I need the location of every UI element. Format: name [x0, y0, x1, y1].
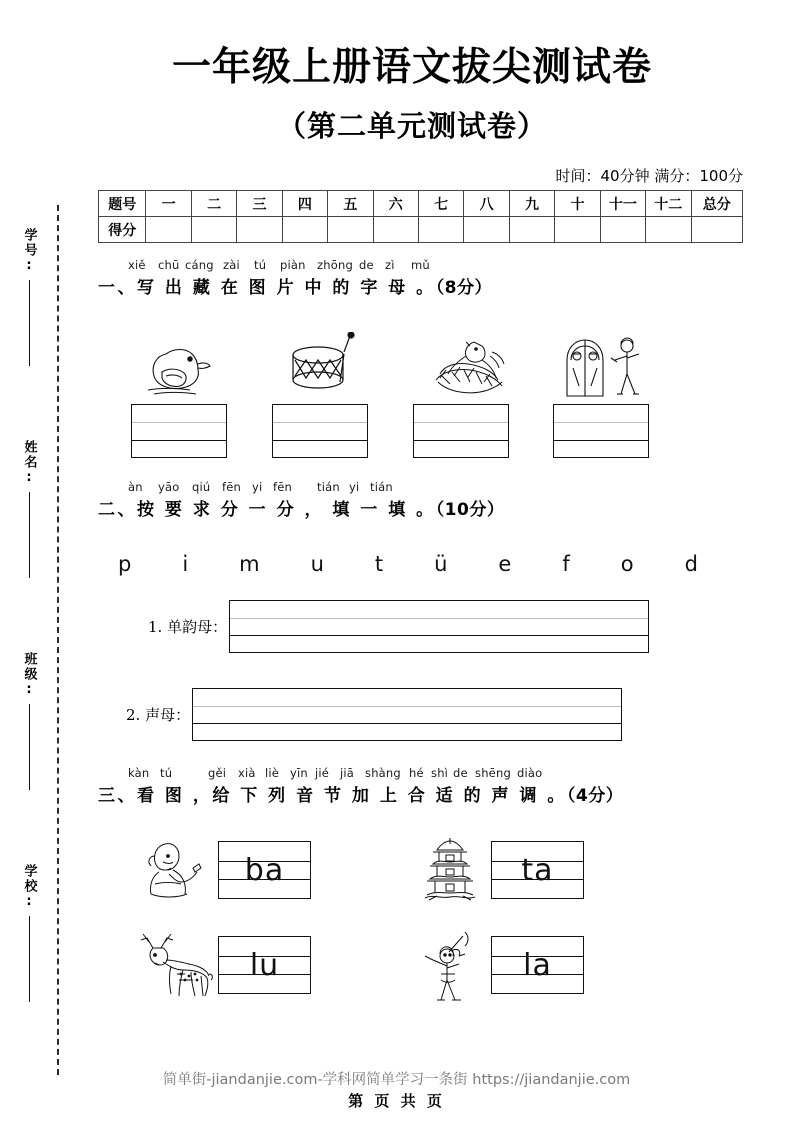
- question-1-points: （8分）: [435, 278, 493, 298]
- syllable-cell-la[interactable]: [491, 936, 584, 994]
- question-2-heading: [98, 480, 758, 520]
- pinyin-syllable: tú: [160, 766, 173, 780]
- score-input-1[interactable]: [146, 217, 191, 243]
- margin-write-line[interactable]: [29, 280, 30, 366]
- question-3-number: 三、: [98, 786, 137, 806]
- question-2-number: 二、: [98, 500, 137, 520]
- letter-option[interactable]: e: [498, 552, 512, 576]
- margin-field-student-id[interactable]: [14, 228, 44, 366]
- sort-answer-simple-vowels[interactable]: [229, 600, 649, 653]
- table-row-scores: [99, 217, 743, 243]
- pinyin-syllable: yāo: [158, 480, 180, 494]
- person-flag-picture: [418, 928, 484, 1002]
- pinyin-syllable: zài: [223, 258, 240, 272]
- fold-dashed-line: [57, 205, 59, 1075]
- question-1-answer-3[interactable]: [413, 404, 509, 458]
- score-col-5: 五: [328, 191, 373, 217]
- arch-doors-picture: [560, 334, 650, 400]
- score-input-2[interactable]: [191, 217, 236, 243]
- syllable-cell-ba[interactable]: [218, 841, 311, 899]
- pinyin-syllable: kàn: [128, 766, 150, 780]
- question-2-points: （10分）: [435, 500, 505, 520]
- score-col-10: 十: [555, 191, 600, 217]
- question-1-answer-2[interactable]: [272, 404, 368, 458]
- question-1-pinyin: [128, 258, 758, 272]
- margin-write-line[interactable]: [29, 492, 30, 578]
- sort-answer-initials[interactable]: [192, 688, 622, 741]
- letter-option[interactable]: m: [239, 552, 260, 576]
- pinyin-syllable: xiě: [128, 258, 146, 272]
- score-input-6[interactable]: [373, 217, 418, 243]
- letter-option[interactable]: i: [182, 552, 189, 576]
- question-1-heading: [98, 258, 758, 298]
- pinyin-syllable: yīn: [290, 766, 308, 780]
- score-col-12: 十二: [646, 191, 691, 217]
- letter-option[interactable]: d: [684, 552, 698, 576]
- pinyin-syllable: àn: [128, 480, 143, 494]
- score-col-2: 二: [191, 191, 236, 217]
- margin-write-line[interactable]: [29, 704, 30, 790]
- pinyin-syllable: tú: [254, 258, 267, 272]
- sort-label-initials: 2. 声母：: [126, 706, 191, 724]
- score-input-11[interactable]: [600, 217, 645, 243]
- letter-option[interactable]: ü: [434, 552, 448, 576]
- syllable-text-ta: ta: [521, 852, 554, 888]
- margin-write-line[interactable]: [29, 916, 30, 1002]
- pinyin-syllable: tián: [370, 480, 393, 494]
- question-1-title: [98, 273, 758, 298]
- score-input-5[interactable]: [328, 217, 373, 243]
- pinyin-syllable: jiā: [340, 766, 355, 780]
- syllable-cell-ta[interactable]: [491, 841, 584, 899]
- question-1-answer-4[interactable]: [553, 404, 649, 458]
- sort-label-simple-vowels: 1. 单韵母：: [148, 618, 228, 636]
- pinyin-syllable: gěi: [208, 766, 227, 780]
- pinyin-syllable: xià: [238, 766, 256, 780]
- score-input-12[interactable]: [646, 217, 691, 243]
- pinyin-syllable: jié: [315, 766, 330, 780]
- sort-row-simple-vowels: [148, 600, 649, 653]
- question-1-text: 写 出 藏 在 图 片 中 的 字 母 。: [137, 278, 436, 298]
- pinyin-syllable: liè: [265, 766, 280, 780]
- score-col-6: 六: [373, 191, 418, 217]
- pagoda-picture: [418, 834, 482, 904]
- question-3-title: [98, 781, 758, 806]
- pinyin-syllable: zì: [385, 258, 395, 272]
- pinyin-syllable: fēn: [222, 480, 242, 494]
- margin-field-name[interactable]: [14, 440, 44, 578]
- syllable-text-lu: lu: [249, 947, 280, 983]
- score-col-11: 十一: [600, 191, 645, 217]
- question-3-heading: [98, 766, 758, 806]
- letter-option[interactable]: u: [310, 552, 324, 576]
- pinyin-syllable: shēng: [475, 766, 511, 780]
- question-2-text: 按 要 求 分 一 分 ， 填 一 填 。: [137, 500, 436, 520]
- score-input-9[interactable]: [509, 217, 554, 243]
- margin-label-class: 班级:: [21, 652, 37, 699]
- pinyin-syllable: shì: [431, 766, 449, 780]
- margin-label-student-id: 学号:: [21, 228, 37, 275]
- question-3-points: （4分）: [566, 786, 624, 806]
- margin-field-class[interactable]: [14, 652, 44, 790]
- syllable-text-la: la: [523, 947, 552, 983]
- page-title: 一年级上册语文拔尖测试卷: [171, 45, 652, 90]
- pinyin-syllable: diào: [517, 766, 543, 780]
- pinyin-syllable: yi: [349, 480, 360, 494]
- score-input-3[interactable]: [237, 217, 282, 243]
- duck-picture: [138, 340, 218, 400]
- question-1-answer-1[interactable]: [131, 404, 227, 458]
- score-col-4: 四: [282, 191, 327, 217]
- score-col-3: 三: [237, 191, 282, 217]
- letter-option[interactable]: t: [374, 552, 384, 576]
- pinyin-syllable: de: [453, 766, 468, 780]
- score-table: [98, 190, 743, 243]
- exam-meta-info: 时间：40分钟 满分：100分: [555, 167, 743, 185]
- syllable-text-ba: ba: [244, 852, 285, 888]
- letter-option[interactable]: p: [118, 552, 132, 576]
- score-input-8[interactable]: [464, 217, 509, 243]
- pinyin-syllable: zhōng: [317, 258, 353, 272]
- footer-page-number: 第 页 共 页: [348, 1092, 445, 1110]
- drum-picture: [283, 332, 363, 400]
- bird-nest-picture: [425, 336, 511, 400]
- score-input-total[interactable]: [691, 217, 743, 243]
- score-col-9: 九: [509, 191, 554, 217]
- score-col-7: 七: [418, 191, 463, 217]
- margin-label-school: 学校:: [21, 864, 37, 911]
- question-2-pinyin: [128, 480, 758, 494]
- sort-row-initials: [126, 688, 622, 741]
- page-subtitle: （第二单元测试卷）: [276, 109, 547, 143]
- pinyin-syllable: qiú: [192, 480, 211, 494]
- question-3-pinyin: [128, 766, 758, 780]
- pinyin-syllable: mǔ: [411, 258, 430, 272]
- left-margin-strip: [0, 0, 62, 1122]
- pinyin-syllable: tián: [317, 480, 340, 494]
- pinyin-syllable: de: [359, 258, 374, 272]
- syllable-cell-lu[interactable]: [218, 936, 311, 994]
- pinyin-syllable: hé: [409, 766, 424, 780]
- score-table-row-label: 得分: [99, 217, 146, 243]
- pinyin-syllable: cáng: [185, 258, 214, 272]
- question-2-title: [98, 495, 758, 520]
- score-input-7[interactable]: [418, 217, 463, 243]
- score-col-total: 总分: [691, 191, 743, 217]
- score-input-10[interactable]: [555, 217, 600, 243]
- pinyin-syllable: fēn: [273, 480, 293, 494]
- margin-field-school[interactable]: [14, 864, 44, 1002]
- letter-option[interactable]: f: [562, 552, 570, 576]
- question-1-number: 一、: [98, 278, 137, 298]
- margin-label-name: 姓名:: [21, 440, 37, 487]
- deer-picture: [132, 928, 216, 1000]
- pinyin-syllable: chū: [158, 258, 180, 272]
- score-col-8: 八: [464, 191, 509, 217]
- table-row-question-numbers: [99, 191, 743, 217]
- footer-watermark-url: 简单街-jiandanjie.com-学科网简单学习一条街 https://jiandanjie.com: [162, 1072, 631, 1088]
- score-table-row-label: 题号: [99, 191, 146, 217]
- letter-option[interactable]: o: [620, 552, 634, 576]
- score-col-1: 一: [146, 191, 191, 217]
- score-input-4[interactable]: [282, 217, 327, 243]
- question-3-text: 看 图 ，给 下 列 音 节 加 上 合 适 的 声 调 。: [137, 786, 567, 806]
- pinyin-syllable: piàn: [280, 258, 306, 272]
- question-2-letter-bank: [118, 552, 698, 576]
- pinyin-syllable: shàng: [365, 766, 401, 780]
- person-reading-picture: [138, 836, 208, 902]
- pinyin-syllable: yi: [252, 480, 263, 494]
